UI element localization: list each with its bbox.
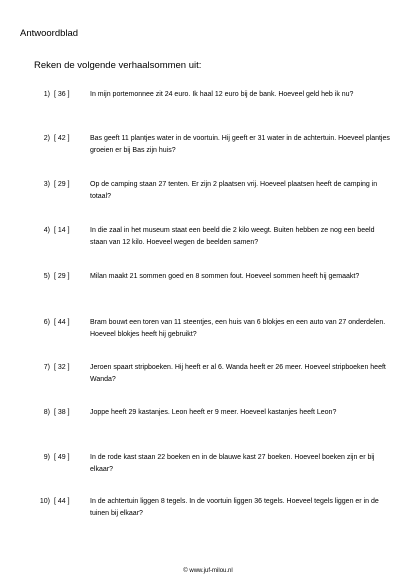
question-text: In de achtertuin liggen 8 tegels. In de voortuin liggen 36 tegels. Hoeveel tegels liggen er in de tuinen bij elkaar? bbox=[90, 498, 379, 517]
question-number: 1) bbox=[43, 91, 50, 98]
question-number: 5) bbox=[43, 273, 50, 280]
question-number: 8) bbox=[43, 409, 50, 416]
page-title: Antwoordblad bbox=[20, 28, 79, 39]
question-number: 4) bbox=[43, 227, 50, 234]
question-number: 3) bbox=[43, 181, 50, 188]
question-answer: [ 32 ] bbox=[54, 364, 70, 371]
question-answer: [ 44 ] bbox=[54, 319, 70, 326]
question-number: 2) bbox=[43, 135, 50, 142]
question-text: Bas geeft 11 plantjes water in de voortuin. Hij geeft er 31 water in de achtertuin. Hoeveel plantjes groeien er bij Bas zijn huis? bbox=[90, 135, 390, 154]
question-answer: [ 44 ] bbox=[54, 498, 70, 505]
question-text: Joppe heeft 29 kastanjes. Leon heeft er 9 meer. Hoeveel kastanjes heeft Leon? bbox=[90, 409, 337, 416]
question-number: 7) bbox=[43, 364, 50, 371]
question-text: In de rode kast staan 22 boeken en in de blauwe kast 27 boeken. Hoeveel boeken zijn er bij elkaar? bbox=[90, 454, 375, 473]
question-text: In die zaal in het museum staat een beeld die 2 kilo weegt. Buiten hebben ze nog een beeld staan van 12 kilo. Hoeveel wegen de beelden samen? bbox=[90, 227, 375, 246]
question-answer: [ 29 ] bbox=[54, 181, 70, 188]
question-number: 10) bbox=[39, 498, 50, 505]
question-text: Jeroen spaart stripboeken. Hij heeft er al 6. Wanda heeft er 26 meer. Hoeveel stripboeken heeft Wanda? bbox=[90, 364, 386, 383]
footer-copyright: © www.juf-milou.nl bbox=[183, 568, 233, 574]
question-answer: [ 14 ] bbox=[54, 227, 70, 234]
question-text: Op de camping staan 27 tenten. Er zijn 2 plaatsen vrij. Hoeveel plaatsen heeft de camping in totaal? bbox=[90, 181, 378, 200]
question-answer: [ 38 ] bbox=[54, 409, 70, 416]
question-text: Milan maakt 21 sommen goed en 8 sommen fout. Hoeveel sommen heeft hij gemaakt? bbox=[90, 273, 360, 280]
instruction-text: Reken de volgende verhaalsommen uit: bbox=[34, 60, 202, 71]
question-text: In mijn portemonnee zit 24 euro. Ik haal 12 euro bij de bank. Hoeveel geld heb ik nu? bbox=[90, 91, 354, 98]
question-answer: [ 29 ] bbox=[54, 273, 70, 280]
question-number: 9) bbox=[43, 454, 50, 461]
question-number: 6) bbox=[43, 319, 50, 326]
question-answer: [ 36 ] bbox=[54, 91, 70, 98]
question-answer: [ 42 ] bbox=[54, 135, 70, 142]
question-text: Bram bouwt een toren van 11 steentjes, een huis van 6 blokjes en een auto van 27 onderdelen. Hoeveel blokjes heeft hij gebruikt? bbox=[90, 319, 386, 338]
question-answer: [ 49 ] bbox=[54, 454, 70, 461]
